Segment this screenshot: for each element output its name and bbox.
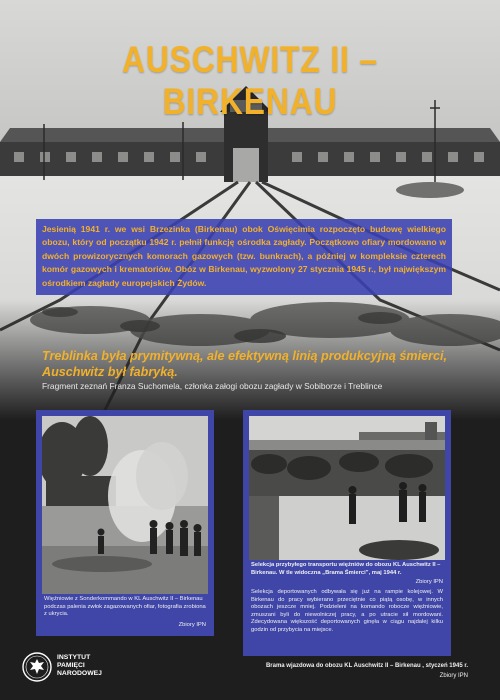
photo-card-selection: [243, 410, 451, 656]
institute-name: [57, 654, 102, 678]
quote-text: Treblinka była prymitywną, ale efektywną linią produkcyjną śmierci, Auschwitz był fabryką.: [42, 349, 448, 379]
right-photo-caption: Selekcja przybyłego transportu więźniów do obozu KL Auschwitz II – Birkenau. W tle widoczna „Brama Śmierci”, maj 1944 r.: [251, 562, 441, 576]
hero-photo-credit: Zbiory IPN: [439, 673, 468, 679]
selection-description: Selekcja deportowanych odbywała się już na rampie kolejowej. W Birkenau do pracy wybierano przeciętnie co piątą osobę, w innych obozach jeszcze mniej. Podzieleni na komando robocze więźniowie, zmuszani byli do niewolniczej pracy, a po utracie sił mordowani. Zdecydowana większość deportowanych ginęła w ciągu najdalej kilku godzin od przybycia na miejsce.: [251, 589, 443, 633]
selection-photo-illustration: [249, 416, 445, 560]
sonderkommando-photo-illustration: [42, 416, 208, 594]
quote-source: Fragment zeznań Franza Suchomela, członka załogi obozu zagłady w Sobiborze i Treblince: [42, 381, 383, 391]
photo-card-sonderkommando: [36, 410, 214, 636]
intro-panel: [36, 219, 452, 295]
institute-name-line3: NARODOWEJ: [57, 670, 102, 677]
institute-name-line2: PAMIĘCI: [57, 662, 85, 669]
hero-photo-caption: Brama wjazdowa do obozu KL Auschwitz II – Birkenau , styczeń 1945 r.: [265, 663, 468, 669]
left-photo-credit: Zbiory IPN: [178, 622, 206, 628]
right-photo-credit: Zbiory IPN: [415, 579, 443, 585]
intro-text: Jesienią 1941 r. we wsi Brzezinka (Birkenau) obok Oświęcimia rozpoczęto budowę wielkiego obozu, który od początku 1942 r. pełnił funkcję ośrodka zagłady. Początkowo ofiary mordowano w dwóch prowizorycznych komorach gazowych (tzw. bunkrach), a później w kompleksie czterech komór gazowych i krematoriów. Obóz w Birkenau, wyzwolony 27 stycznia 1945 r., był największym ośrodkiem zagłady europejskich Żydów.: [42, 224, 446, 288]
ipn-eagle-logo-icon: [22, 652, 52, 682]
left-photo-caption: Więźniowie z Sonderkommando w KL Auschwitz II – Birkenau podczas palenia zwłok zagazowanych ofiar, fotografia zrobiona z ukrycia.: [44, 596, 206, 618]
selection-photo: [249, 416, 445, 560]
sonderkommando-photo: [42, 416, 208, 594]
institute-name-line1: INSTYTUT: [57, 654, 91, 661]
page-title: AUSCHWITZ II – BIRKENAU: [121, 38, 378, 122]
